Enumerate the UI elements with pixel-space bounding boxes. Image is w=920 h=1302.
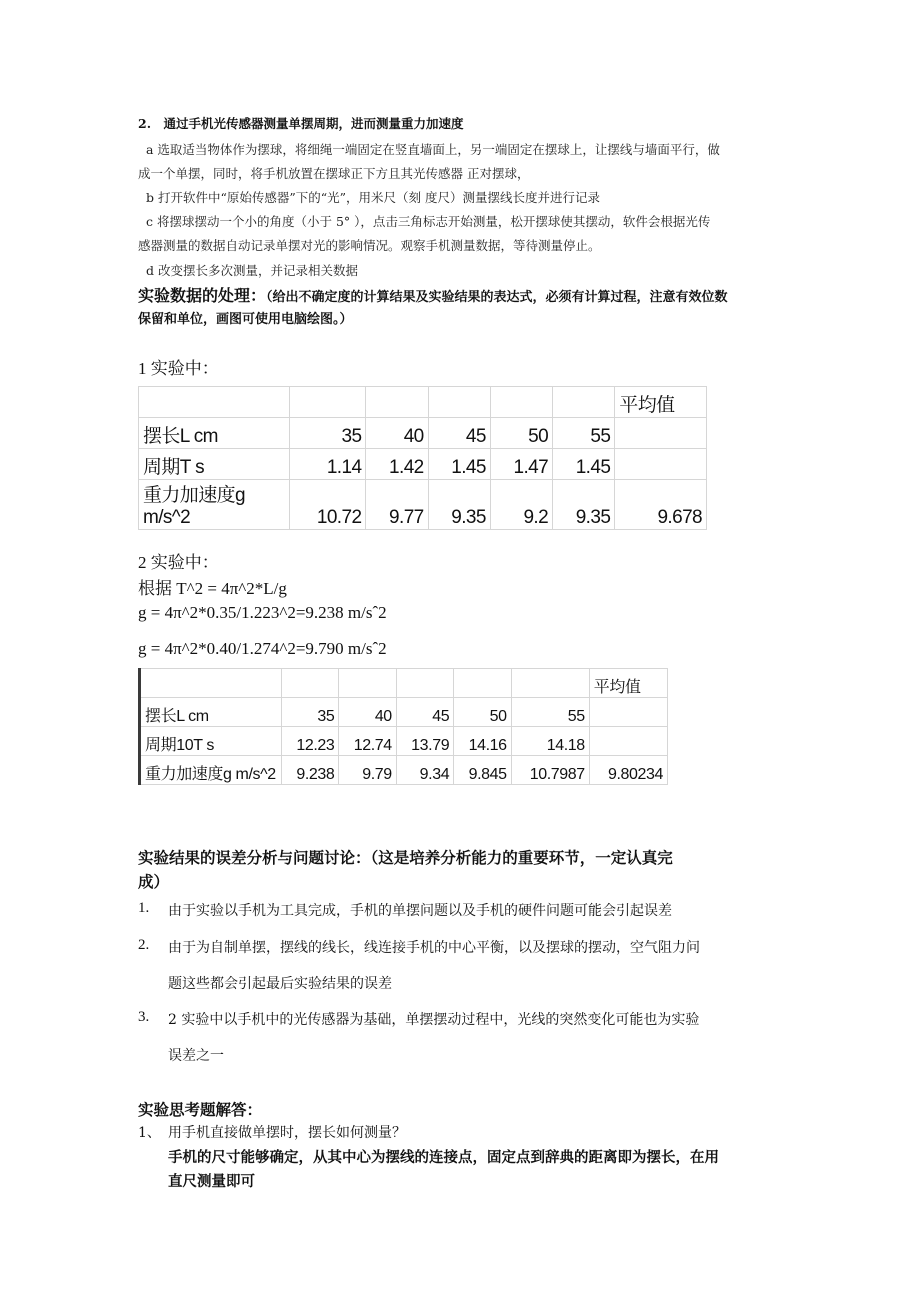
table-cell [396,669,453,698]
average-header: 平均值 [615,387,707,418]
table-cell: 1.42 [366,449,428,480]
table-cell: 35 [290,418,366,449]
table-cell [615,418,707,449]
table-cell [139,387,290,418]
error-item-3-cont: 误差之一 [168,1048,224,1064]
table-cell [290,387,366,418]
table-cell: 40 [366,418,428,449]
average-cell: 9.80234 [589,756,667,785]
table-cell: 50 [454,698,511,727]
table-cell: 10.7987 [511,756,589,785]
table-cell: 1.14 [290,449,366,480]
exp2-table [138,668,668,785]
question-1: 用手机直接做单摆时，摆长如何测量？ [168,1125,406,1141]
table-cell: 9.2 [490,480,552,530]
table-cell: 45 [396,698,453,727]
table-cell: 35 [282,698,339,727]
table-cell: 9.35 [428,480,490,530]
table-cell: 9.845 [454,756,511,785]
table-header-row [140,669,668,698]
table-cell: 9.79 [339,756,396,785]
error-item-1-num: 1. [138,900,150,916]
row-label: 重力加速度g m/s^2 [139,480,290,530]
answer-1: 手机的尺寸能够确定，从其中心为摆线的连接点，固定点到辞典的距离即为摆长，在用 [168,1150,719,1166]
procedure-step-a: a 选取适当物体作为摆球，将细绳一端固定在竖直墙面上，另一端固定在摆球上，让摆线与墙面平行，做 [146,142,720,157]
table-cell: 9.238 [282,756,339,785]
exp2-label: 2 实验中： [138,553,219,572]
procedure-step-c-cont: 感器测量的数据自动记录单摆对光的影响情况。观察手机测量数据，等待测量停止。 [138,238,601,253]
error-item-2: 由于为自制单摆，摆线的线长，线连接手机的中心平衡，以及摆球的摆动，空气阻力问 [168,940,700,956]
procedure-step-a-cont: 成一个单摆，同时，将手机放置在摆球正下方且其光传感器 正对摆球， [138,166,530,181]
table-cell [366,387,428,418]
error-analysis-title: 实验结果的误差分析与问题讨论：（这是培养分析能力的重要环节，一定认真完 [138,849,673,867]
table-row [140,698,668,727]
error-item-2-num: 2. [138,937,150,953]
table-cell: 55 [553,418,615,449]
average-header: 平均值 [589,669,667,698]
error-item-1: 由于实验以手机为工具完成，手机的单摆问题以及手机的硬件问题可能会引起误差 [168,903,672,919]
table-cell [282,669,339,698]
formula-basis: 根据 T^2 = 4π^2*L/g [138,579,287,598]
table-cell: 40 [339,698,396,727]
table-cell: 13.79 [396,727,453,756]
table-cell [428,387,490,418]
table-cell: 1.47 [490,449,552,480]
table-cell: 10.72 [290,480,366,530]
exp1-label: 1 实验中： [138,359,219,378]
row-label: 摆长L cm [139,418,290,449]
row-label: 周期10T s [140,727,282,756]
table-cell: 12.23 [282,727,339,756]
exp1-table [138,386,707,530]
error-item-3: 2 实验中以手机中的光传感器为基础，单摆摆动过程中，光线的突然变化可能也为实验 [168,1012,700,1028]
row-label: 重力加速度g m/s^2 [140,756,282,785]
table-cell [589,727,667,756]
table-row [139,480,707,530]
average-cell: 9.678 [615,480,707,530]
procedure-title: 2. 通过手机光传感器测量单摆周期，进而测量重力加速度 [138,116,464,131]
question-1-num: 1、 [138,1125,161,1141]
procedure-step-d: d 改变摆长多次测量，并记录相关数据 [146,263,358,278]
calc-line-2: g = 4π^2*0.40/1.274^2=9.790 m/sˆ2 [138,639,387,658]
table-cell: 12.74 [339,727,396,756]
table-row [140,727,668,756]
procedure-step-c: c 将摆球摆动一个小的角度（小于 5° ），点击三角标志开始测量，松开摆球使其摆动，软件会根据光传 [146,214,711,229]
table-cell: 9.35 [553,480,615,530]
error-item-2-cont: 题这些都会引起最后实验结果的误差 [168,976,392,992]
table-cell: 9.34 [396,756,453,785]
row-label: 摆长L cm [140,698,282,727]
table-cell: 14.16 [454,727,511,756]
data-processing-heading-line [138,283,728,306]
procedure-step-b: b 打开软件中“原始传感器”下的“光”，用米尺（刻 度尺）测量摆线长度并进行记录 [146,190,601,205]
table-cell: 50 [490,418,552,449]
table-cell [490,387,552,418]
table-cell [615,449,707,480]
table-cell: 1.45 [553,449,615,480]
table-row [139,449,707,480]
data-processing-note-cont: 保留和单位，画图可使用电脑绘图。） [138,312,353,327]
error-analysis-title-cont: 成） [138,873,170,891]
table-row [139,418,707,449]
data-processing-note: （给出不确定度的计算结果及实验结果的表达式，必须有计算过程，注意有效位数 [266,290,728,305]
table-cell: 9.77 [366,480,428,530]
error-item-3-num: 3. [138,1009,150,1025]
table-cell [511,669,589,698]
questions-title: 实验思考题解答： [138,1101,263,1119]
calc-line-1: g = 4π^2*0.35/1.223^2=9.238 m/sˆ2 [138,603,387,622]
data-processing-heading: 实验数据的处理： [138,286,267,305]
table-cell [589,698,667,727]
table-cell: 14.18 [511,727,589,756]
table-row [140,756,668,785]
table-cell: 1.45 [428,449,490,480]
table-cell: 55 [511,698,589,727]
row-label: 周期T s [139,449,290,480]
table-cell: 45 [428,418,490,449]
table-header-row [139,387,707,418]
table-cell [454,669,511,698]
answer-1-cont: 直尺测量即可 [168,1174,255,1190]
table-cell [553,387,615,418]
table-cell [339,669,396,698]
table-cell [140,669,282,698]
